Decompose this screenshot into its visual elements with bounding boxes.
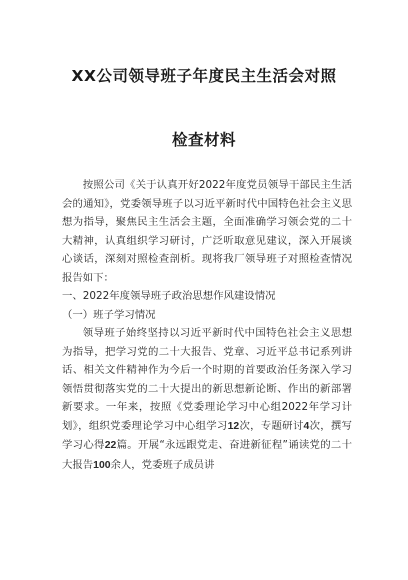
study-text-1: 领导班子始终坚持以习近平新时代中国特色社会主义思想为指导，把学习党的二十大报告、党章、习近平总书记系列讲话、相关文件精神作为今后一个时期的首要政治任务深入学习领悟贯彻落实党的二十大提出的新思想新论断、作出的新部署新要求。一年来，按照《党委理论学习中心组2022年学习计划》，组织党委理论学习中心组学习 — [62, 327, 352, 432]
study-text-5: 余人，党委班子成员讲 — [110, 458, 215, 471]
study-paragraph — [62, 324, 352, 475]
intro-paragraph: 按照公司《关于认真开好2022年度党员领导干部民主生活会的通知》，党委领导班子以习近平新时代中国特色社会主义思想为指导，聚焦民主生活会主题，全面准确学习领会党的二十大精神，认真组织学习研讨，广泛听取意见建议，深入开展谈心谈话，深刻对照检查剖析。现将我厂领导班子对照检查情况报告如下： — [62, 179, 352, 284]
study-text-2: 次，专题研讨 — [239, 419, 304, 432]
document-title-line2: 检查材料 — [171, 131, 236, 149]
study-count-12: 12 — [227, 420, 240, 432]
study-text-3: 次，撰写学习心得 — [62, 419, 352, 451]
study-count-22: 22 — [104, 440, 117, 451]
subsection-heading: （一）班子学习情况 — [62, 308, 156, 321]
study-text-4: 篇。开展“永远跟党走、奋进新征程”诵读党的二十大报告 — [62, 439, 352, 471]
document-title-line1: XX公司领导班子年度民主生活会对照 — [71, 67, 337, 85]
study-count-100: 100 — [93, 459, 111, 471]
study-count-4: 4 — [303, 420, 310, 432]
document-body — [62, 176, 352, 475]
section-heading: 一、2022年度领导班子政治思想作风建设情况 — [62, 290, 276, 302]
